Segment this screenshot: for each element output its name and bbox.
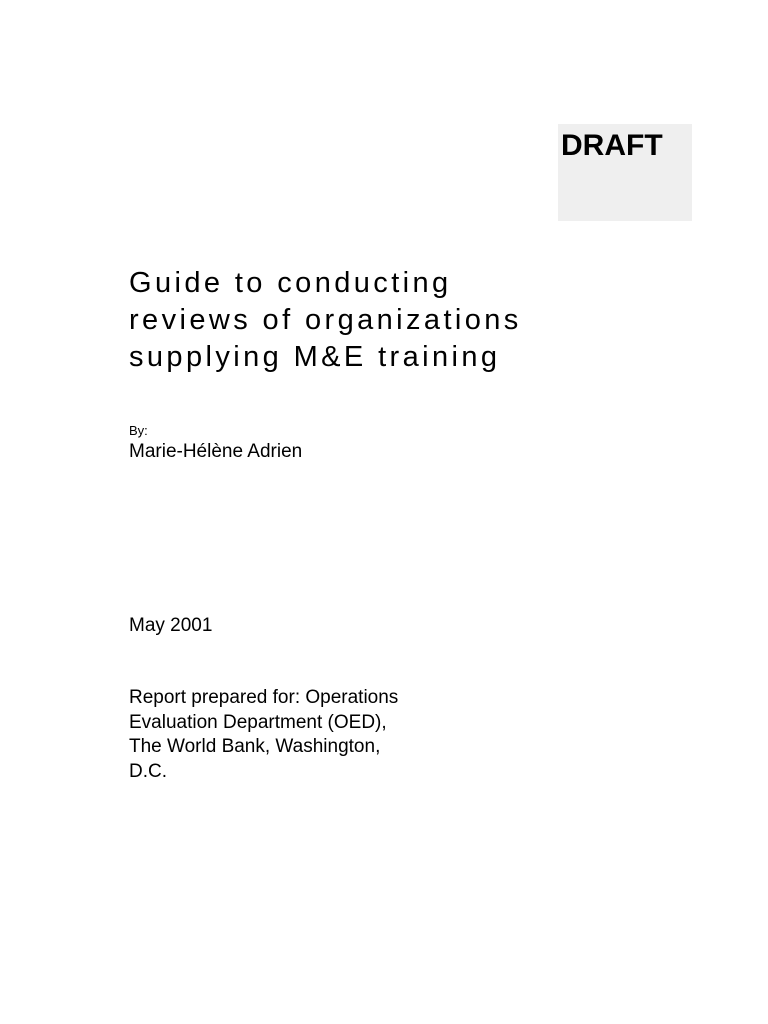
title-line: Guide to conducting: [129, 267, 452, 299]
by-label: By:: [129, 423, 148, 438]
draft-box: [558, 124, 692, 221]
publication-date: May 2001: [129, 615, 213, 636]
title-line: reviews of organizations: [129, 304, 522, 336]
title-line: supplying M&E training: [129, 341, 501, 373]
draft-stamp: DRAFT: [561, 129, 663, 162]
prepared-for-line: Report prepared for: Operations: [129, 687, 399, 708]
author-name: Marie-Hélène Adrien: [129, 441, 303, 462]
document-title: [129, 265, 629, 376]
prepared-for-line: The World Bank, Washington,: [129, 736, 381, 757]
prepared-for-line: Evaluation Department (OED),: [129, 711, 387, 733]
prepared-for: [129, 686, 398, 784]
prepared-for-line: D.C.: [129, 760, 167, 782]
